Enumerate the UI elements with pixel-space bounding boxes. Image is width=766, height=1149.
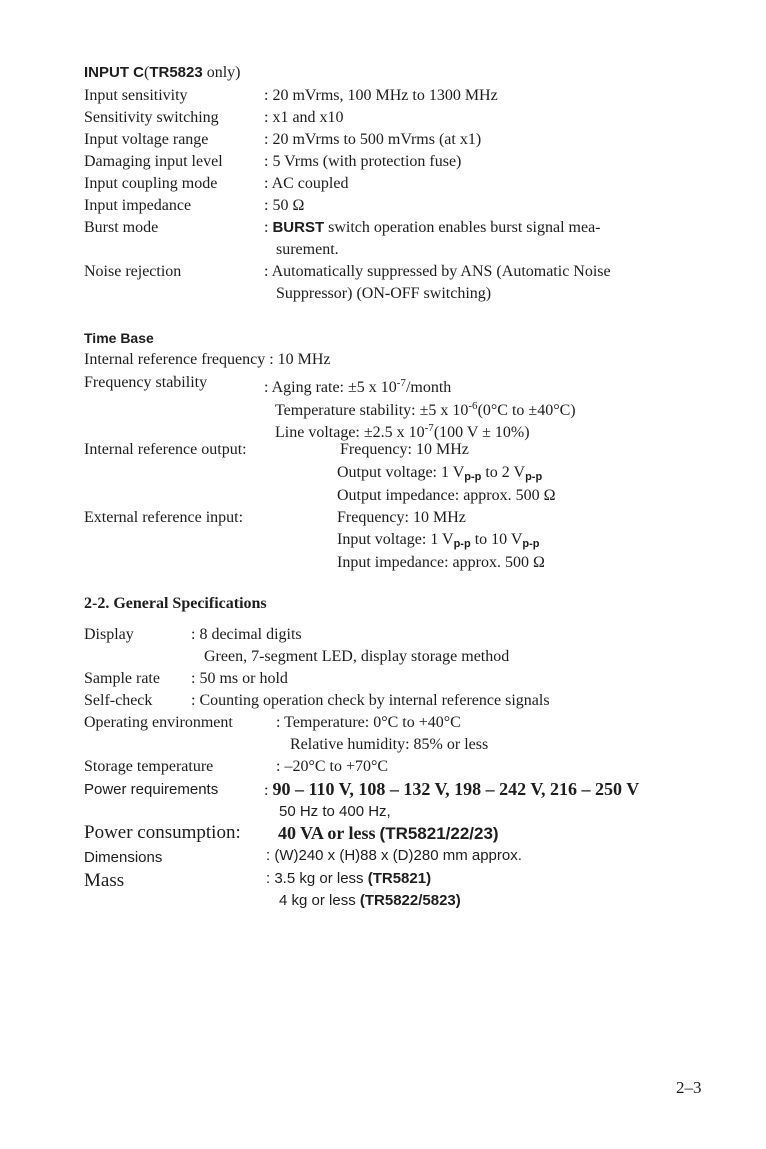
freq-stab-label: Frequency stability	[84, 374, 208, 391]
noise-value: : Automatically suppressed by ANS (Automatic Noise	[264, 263, 611, 280]
time-base-heading: Time Base	[84, 330, 154, 346]
input-c-title: INPUT C	[84, 64, 144, 81]
power-req-value-cont: 50 Hz to 400 Hz,	[279, 803, 391, 820]
ext-in-volt-b: to 10 V	[470, 531, 523, 548]
spec-value: : 5 Vrms (with protection fuse)	[264, 153, 462, 170]
mass-label: Mass	[84, 870, 125, 891]
pp-sub: p-p	[522, 538, 540, 550]
aging-exp: -7	[396, 377, 406, 389]
noise-value-cont: Suppressor) (ON-OFF switching)	[276, 285, 492, 302]
spec-value: : 20 mVrms to 500 mVrms (at x1)	[264, 131, 482, 148]
mass-text2: 4 kg or less	[279, 892, 356, 909]
temp-exp: -6	[468, 400, 478, 412]
input-c-paren: (	[144, 64, 150, 81]
input-c-heading	[84, 63, 240, 83]
power-req-value	[264, 779, 639, 801]
int-ref-freq: Internal reference frequency : 10 MHz	[84, 351, 331, 368]
sample-label: Sample rate	[84, 670, 160, 687]
general-heading: 2-2. General Specifications	[84, 595, 267, 612]
power-cons-value	[278, 823, 499, 845]
line-volt-text: Line voltage: ±2.5 x 10	[275, 424, 425, 441]
burst-value	[264, 218, 601, 238]
power-req-colon: :	[264, 782, 269, 799]
spec-value: : AC coupled	[264, 175, 349, 192]
mass-model1: (TR5821)	[367, 870, 432, 887]
pp-sub: p-p	[525, 471, 543, 483]
dimensions-value: : (W)240 x (H)88 x (D)280 mm approx.	[266, 847, 522, 864]
display-value: : 8 decimal digits	[191, 626, 302, 643]
page-number: 2–3	[676, 1078, 702, 1097]
power-req-text: 90 – 110 V, 108 – 132 V, 198 – 242 V, 216 – 250 V	[272, 779, 640, 799]
power-req-label: Power requirements	[84, 781, 219, 798]
power-cons-model: (TR5821/22/23)	[379, 824, 499, 843]
storage-label: Storage temperature	[84, 758, 214, 775]
power-cons-label: Power consumption:	[84, 822, 241, 843]
burst-text: switch operation enables burst signal mea-	[328, 219, 601, 236]
burst-label: Burst mode	[84, 219, 159, 236]
burst-colon: :	[264, 219, 269, 236]
storage-value: : –20°C to +70°C	[276, 758, 389, 775]
ext-in-freq: Frequency: 10 MHz	[337, 509, 466, 526]
spec-label: Input impedance	[84, 197, 192, 214]
spec-value: : 20 mVrms, 100 MHz to 1300 MHz	[264, 87, 498, 104]
env-value: : Temperature: 0°C to +40°C	[276, 714, 461, 731]
int-out-volt-b: to 2 V	[481, 464, 526, 481]
env-value-cont: Relative humidity: 85% or less	[290, 736, 489, 753]
spec-label: Damaging input level	[84, 153, 223, 170]
mass-text: : 3.5 kg or less	[266, 870, 364, 887]
int-out-imp: Output impedance: approx. 500 Ω	[337, 487, 556, 504]
aging-rate	[264, 373, 451, 398]
temp-stab-text: Temperature stability: ±5 x 10	[275, 402, 469, 419]
ext-in-volt	[337, 530, 540, 554]
line-exp: -7	[424, 422, 434, 434]
spec-label: Input voltage range	[84, 131, 209, 148]
mass-value-cont	[279, 891, 461, 911]
power-cons-text: 40 VA or less	[278, 823, 376, 843]
line-tail: (100 V ± 10%)	[433, 424, 530, 441]
input-c-model: TR5823	[149, 64, 203, 81]
spec-label: Sensitivity switching	[84, 109, 219, 126]
input-c-suffix: only)	[206, 64, 241, 81]
aging-text: : Aging rate: ±5 x 10	[264, 379, 397, 396]
display-value-cont: Green, 7-segment LED, display storage method	[204, 648, 510, 665]
spec-value: : 50 Ω	[264, 197, 305, 214]
noise-label: Noise rejection	[84, 263, 182, 280]
pp-sub: p-p	[453, 538, 471, 550]
spec-label: Input coupling mode	[84, 175, 218, 192]
self-check-value: : Counting operation check by internal reference signals	[191, 692, 550, 709]
env-label: Operating environment	[84, 714, 233, 731]
spec-value: : x1 and x10	[264, 109, 344, 126]
sample-value: : 50 ms or hold	[191, 670, 288, 687]
pp-sub: p-p	[464, 471, 482, 483]
int-out-freq: Frequency: 10 MHz	[340, 441, 469, 458]
ext-in-imp: Input impedance: approx. 500 Ω	[337, 554, 545, 571]
self-check-label: Self-check	[84, 692, 153, 709]
dimensions-label: Dimensions	[84, 849, 163, 866]
int-out-label: Internal reference output:	[84, 441, 247, 458]
int-out-volt-a: Output voltage: 1 V	[337, 464, 465, 481]
aging-tail: /month	[405, 379, 452, 396]
int-out-volt	[337, 463, 542, 487]
mass-model2: (TR5822/5823)	[359, 892, 461, 909]
spec-label: Input sensitivity	[84, 87, 188, 104]
burst-keyword: BURST	[272, 219, 325, 236]
ext-in-label: External reference input:	[84, 509, 244, 526]
mass-value	[266, 869, 431, 889]
temp-tail: (0°C to ±40°C)	[477, 402, 576, 419]
burst-text-cont: surement.	[276, 241, 339, 258]
ext-in-volt-a: Input voltage: 1 V	[337, 531, 454, 548]
display-label: Display	[84, 626, 134, 643]
